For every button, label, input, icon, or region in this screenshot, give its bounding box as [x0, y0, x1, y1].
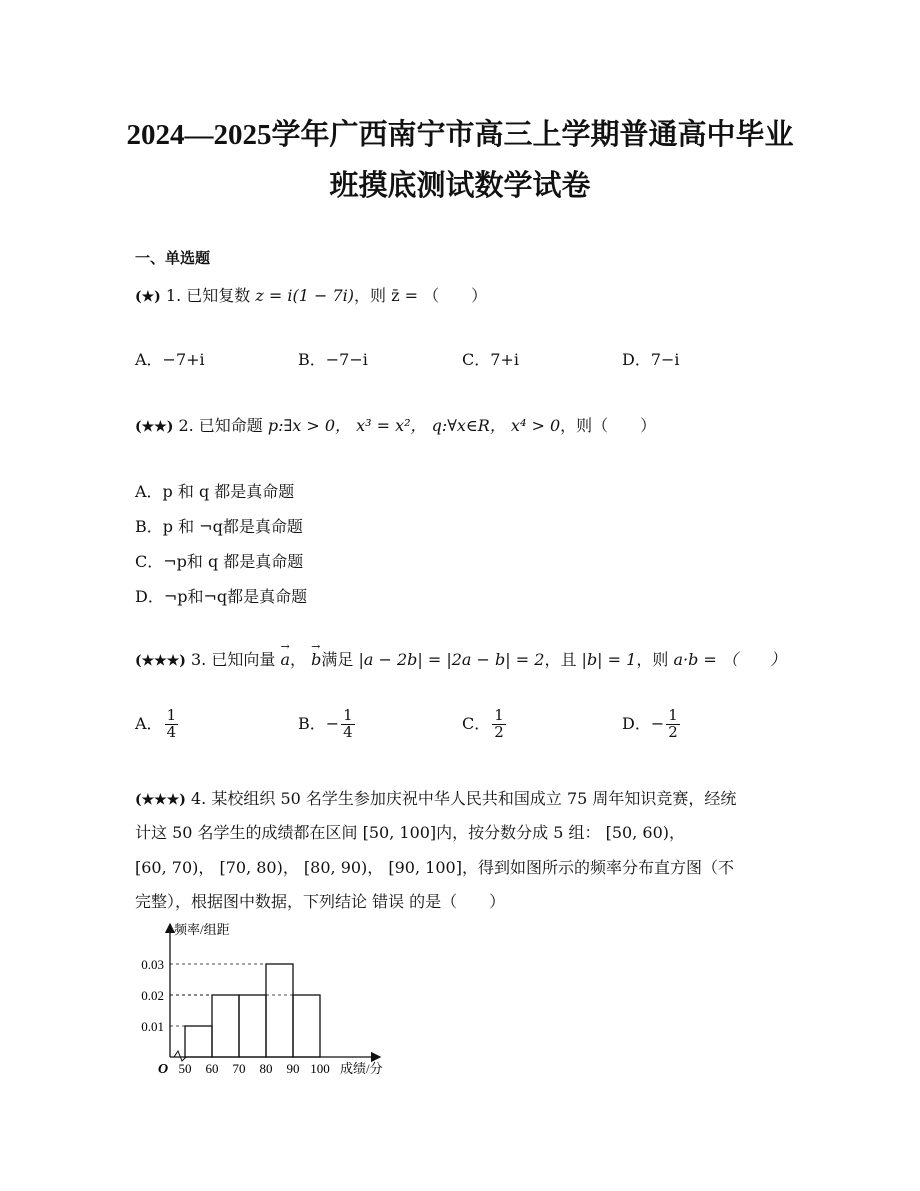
- question-2-option-d[interactable]: D．¬p和¬q都是真命题: [135, 587, 308, 606]
- fraction: [165, 708, 179, 741]
- question-3-option-b[interactable]: [298, 708, 357, 741]
- option-label: B．: [298, 713, 326, 733]
- question-2-option-b[interactable]: B．p 和 ¬q都是真命题: [135, 517, 303, 536]
- proposition-q: q:∀x∈R， x⁴ > 0: [431, 416, 561, 435]
- question-3-stem: (★★★) 3. 已知向量 → a， → b满足 |a − 2b| = |2a − b| = 2，且 |b| = 1，则 a·b = （ ）: [135, 647, 786, 670]
- question-3-option-d[interactable]: [622, 708, 682, 741]
- question-2-text: 2. 已知命题: [178, 416, 263, 435]
- question-2-stem: [135, 413, 656, 436]
- question-1-text: 1. 已知复数: [165, 286, 251, 305]
- question-4-line-4: 完整），根据图中数据，下列结论 错误 的是（ ）: [135, 892, 506, 911]
- question-1-option-b[interactable]: B．−7−i: [298, 350, 368, 369]
- difficulty-stars: (★): [135, 289, 161, 305]
- question-4-line-3: [60, 70)， [70, 80)， [80, 90)， [90, 100]，得到如图所示的频率分布直方图（不: [135, 858, 734, 877]
- x-tick-label: 50: [178, 1061, 192, 1076]
- question-2-option-c[interactable]: C．¬p和 q 都是真命题: [135, 552, 304, 571]
- page-title-line2: 班摸底测试数学试卷: [329, 170, 591, 202]
- fraction-denominator: 2: [668, 722, 678, 741]
- origin-label: O: [158, 1062, 169, 1077]
- question-1-math: z = i(1 − 7i): [255, 286, 355, 305]
- fraction-numerator: 1: [494, 706, 504, 724]
- y-axis-label: 频率/组距: [174, 922, 230, 937]
- fraction-numerator: 1: [166, 706, 177, 724]
- question-3-rest: ，则: [636, 650, 669, 669]
- question-1-option-a[interactable]: A．−7+i: [135, 350, 205, 369]
- proposition-p: p:∃x > 0， x³ = x²，: [267, 416, 427, 435]
- x-tick-label: 90: [286, 1061, 300, 1076]
- question-3-ask: a·b = （ ）: [673, 650, 786, 669]
- question-2-option-a[interactable]: A．p 和 q 都是真命题: [135, 482, 295, 501]
- fraction-denominator: 4: [166, 722, 177, 741]
- y-tick-label: 0.02: [141, 988, 164, 1003]
- option-sign: −: [325, 713, 340, 733]
- section-heading: 一、单选题: [135, 249, 211, 267]
- difficulty-stars: (★★): [135, 419, 174, 435]
- question-1-option-c[interactable]: C．7+i: [462, 350, 519, 369]
- x-tick-label: 80: [259, 1061, 273, 1076]
- question-4-line-1: [135, 786, 736, 809]
- difficulty-stars: (★★★): [135, 653, 186, 669]
- fraction-denominator: 2: [494, 722, 504, 741]
- question-3-option-a[interactable]: [135, 708, 180, 741]
- x-tick-label: 70: [232, 1061, 246, 1076]
- option-sign: −: [650, 713, 665, 733]
- x-tick-label: 60: [205, 1061, 219, 1076]
- frequency-histogram: [125, 918, 415, 1083]
- histogram-bar: [293, 995, 320, 1057]
- fraction: [492, 708, 506, 741]
- question-4-text-1: 4. 某校组织 50 名学生参加庆祝中华人民共和国成立 75 周年知识竞赛，经统: [191, 789, 737, 808]
- fraction: [666, 708, 680, 741]
- page-title-line1: 2024—2025学年广西南宁市高三上学期普通高中毕业: [126, 119, 794, 151]
- fraction-denominator: 4: [343, 722, 353, 741]
- fraction: [341, 708, 355, 741]
- question-1-option-d[interactable]: D．7−i: [622, 350, 680, 369]
- option-label: C．: [462, 713, 491, 733]
- vector-b: → b: [311, 650, 321, 669]
- vector-a: → a: [280, 650, 290, 669]
- fraction-numerator: 1: [343, 706, 353, 724]
- question-3-option-c[interactable]: [462, 708, 508, 741]
- fraction-numerator: 1: [668, 706, 678, 724]
- histogram-bar: [212, 995, 239, 1057]
- x-tick-label: 100: [310, 1061, 330, 1076]
- histogram-bar: [239, 995, 266, 1057]
- question-1-stem: [135, 283, 487, 306]
- option-label: A．: [135, 713, 163, 733]
- histogram-bar: [266, 964, 293, 1057]
- x-axis-label: 成绩/分: [340, 1061, 383, 1076]
- question-4-line-2: 计这 50 名学生的成绩都在区间 [50, 100]内，按分数分成 5 组： [50, 60)，: [135, 823, 685, 842]
- axis-break-mark: [174, 1051, 186, 1061]
- y-tick-label: 0.01: [141, 1019, 164, 1034]
- question-3-condition-math: |a − 2b| = |2a − b| = 2: [358, 650, 545, 669]
- question-2-rest: ，则（ ）: [560, 416, 657, 435]
- y-tick-label: 0.03: [141, 957, 164, 972]
- difficulty-stars: (★★★): [135, 792, 186, 808]
- question-3-norm-b: |b| = 1: [581, 650, 637, 669]
- question-3-text: 3. 已知向量: [191, 650, 276, 669]
- question-3-cond: 满足: [321, 650, 354, 669]
- question-1-rest: ，则 z̄ = （ ）: [354, 286, 488, 305]
- option-label: D．: [622, 713, 651, 733]
- histogram-bar: [185, 1026, 212, 1057]
- question-3-and: ，且: [544, 650, 577, 669]
